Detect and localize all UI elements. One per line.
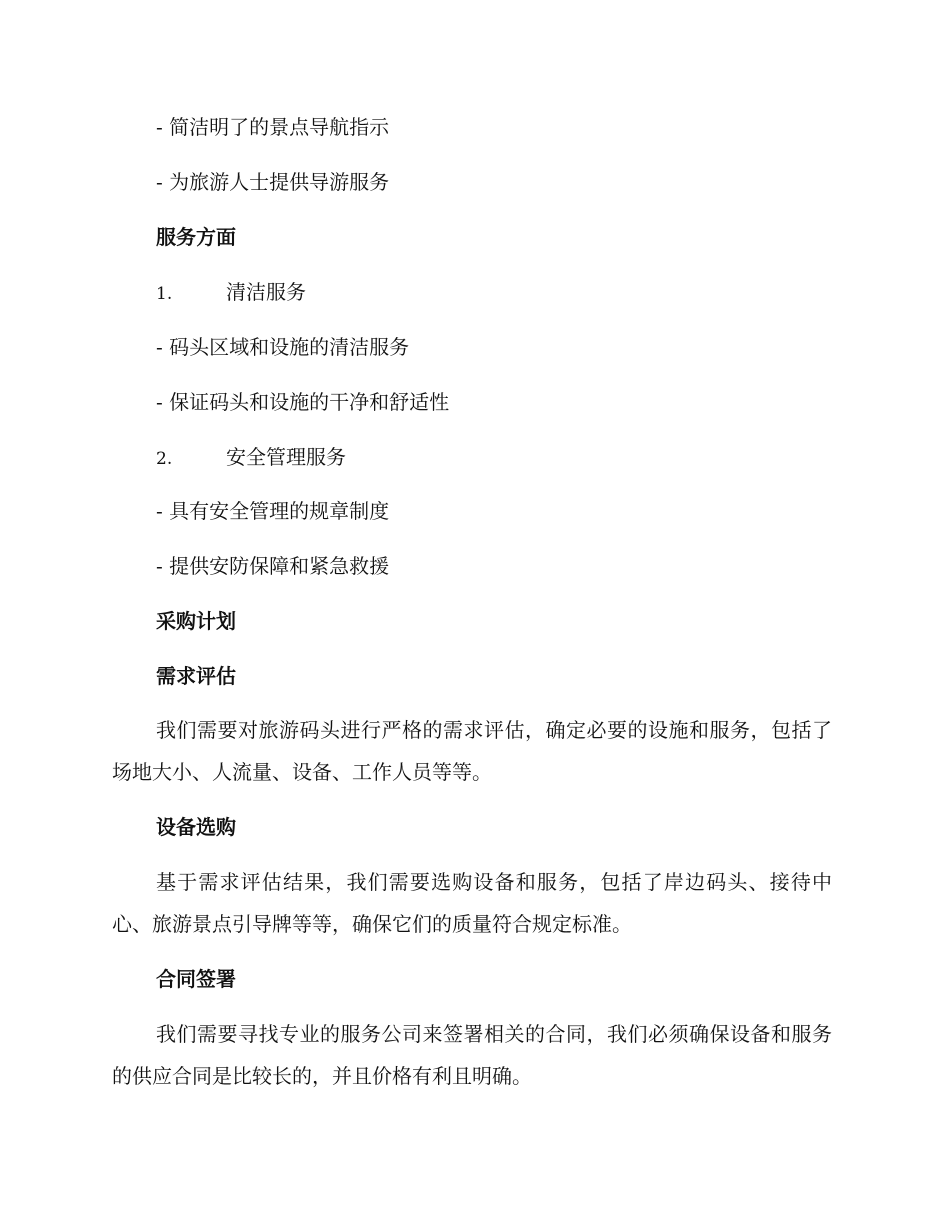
item-number: 2. <box>156 449 173 469</box>
bullet-line: - 保证码头和设施的干净和舒适性 <box>156 390 450 414</box>
subsection-heading: 设备选购 <box>156 815 236 839</box>
bullet-line: - 简洁明了的景点导航指示 <box>156 115 390 139</box>
numbered-item <box>156 278 306 308</box>
paragraph: 基于需求评估结果，我们需要选购设备和服务，包括了岸边码头、接待中心、旅游景点引导牌等等，确保它们的质量符合规定标准。 <box>112 870 832 936</box>
item-text: 清洁服务 <box>226 280 306 304</box>
section-heading: 服务方面 <box>156 225 236 249</box>
bullet-line: - 为旅游人士提供导游服务 <box>156 170 390 194</box>
bullet-line: - 具有安全管理的规章制度 <box>156 499 390 523</box>
item-text: 安全管理服务 <box>226 445 346 469</box>
paragraph: 我们需要寻找专业的服务公司来签署相关的合同，我们必须确保设备和服务的供应合同是比较长的，并且价格有利且明确。 <box>112 1022 832 1088</box>
section-heading: 采购计划 <box>156 609 236 633</box>
numbered-item <box>156 443 346 473</box>
subsection-heading: 合同签署 <box>156 967 236 991</box>
subsection-heading: 需求评估 <box>156 664 236 688</box>
paragraph: 我们需要对旅游码头进行严格的需求评估，确定必要的设施和服务，包括了场地大小、人流量、设备、工作人员等等。 <box>112 718 832 784</box>
item-number: 1. <box>156 284 173 304</box>
bullet-line: - 提供安防保障和紧急救援 <box>156 554 390 578</box>
bullet-line: - 码头区域和设施的清洁服务 <box>156 335 410 359</box>
